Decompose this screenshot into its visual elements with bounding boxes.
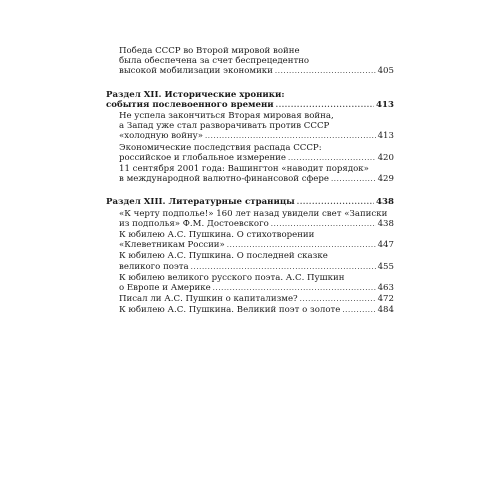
toc-entry-text: «холодную войну» (119, 131, 203, 142)
toc-entry-text: К юбилею великого русского поэта. А.С. Пушкин (119, 272, 345, 283)
toc-line (106, 90, 394, 100)
toc-line (119, 294, 394, 304)
toc-line (119, 273, 394, 283)
toc-entry-text: из подполья» Ф.М. Достоевского (119, 218, 269, 229)
toc-line (119, 46, 394, 56)
page-number: 472 (377, 294, 394, 305)
page-number: 455 (377, 261, 394, 272)
section-title-text: события послевоенного времени (106, 99, 274, 110)
toc-entry-text: российское и глобальное измерение (119, 152, 286, 163)
page-number: 463 (377, 283, 394, 294)
toc-line (119, 164, 394, 174)
dot-leader (227, 240, 376, 250)
toc-entry-text: К юбилею А.С. Пушкина. Великий поэт о золоте (119, 305, 341, 316)
section-heading (106, 90, 394, 110)
dot-leader (288, 153, 376, 163)
page-number: 420 (377, 152, 394, 163)
toc-entry (106, 294, 394, 304)
toc-line (119, 219, 394, 229)
toc-entry-text: Писал ли А.С. Пушкин о капитализме? (119, 294, 298, 305)
toc-entry-text: К юбилею А.С. Пушкина. О последней сказке (119, 251, 328, 262)
toc-entry (106, 164, 394, 184)
toc-line (119, 66, 394, 76)
dot-leader (342, 305, 375, 315)
toc-entry (106, 143, 394, 163)
toc-entry-text: о Европе и Америке (119, 283, 211, 294)
toc-entry (106, 230, 394, 250)
toc-line (119, 262, 394, 272)
dot-leader (276, 100, 374, 110)
dot-leader (213, 283, 376, 293)
toc-entry (106, 251, 394, 271)
toc-line (119, 251, 394, 261)
page-number: 484 (377, 305, 394, 316)
toc-entry (106, 111, 394, 142)
toc-entry (106, 46, 394, 77)
toc-entry-text: а Запад уже стал разворачивать против СССР (119, 121, 330, 132)
toc-line (119, 143, 394, 153)
page-number: 413 (376, 99, 394, 110)
dot-leader (205, 131, 376, 141)
page-number: 447 (377, 240, 394, 251)
toc-entry-text: Не успела закончиться Вторая мировая война, (119, 111, 334, 122)
toc-entry-text: в международной валютно-финансовой сфере (119, 174, 329, 185)
page-number: 438 (376, 197, 394, 208)
toc-line (119, 230, 394, 240)
dot-leader (297, 197, 374, 207)
toc-section-xiii (106, 197, 394, 315)
toc-entry (106, 305, 394, 315)
section-entries (106, 209, 394, 316)
toc-line (119, 111, 394, 121)
toc-line (119, 121, 394, 131)
toc-entry-text: высокой мобилизации экономики (119, 66, 273, 77)
toc-section-xii (106, 90, 394, 185)
toc-line (119, 56, 394, 66)
toc-entry-text: была обеспечена за счет беспрецедентно (119, 56, 310, 67)
page-number: 413 (377, 131, 394, 142)
toc-entry-text: «К черту подполье!» 160 лет назад увидели свет «Записки (119, 208, 388, 219)
table-of-contents (106, 46, 394, 316)
toc-entry-text: Победа СССР во Второй мировой войне (119, 46, 300, 56)
toc-line (119, 209, 394, 219)
dot-leader (331, 174, 376, 184)
toc-entry-text: 11 сентября 2001 года: Вашингтон «наводит порядок» (119, 164, 369, 175)
toc-line (106, 197, 394, 207)
toc-entry-text: К юбилею А.С. Пушкина. О стихотворении (119, 230, 315, 241)
toc-line (119, 174, 394, 184)
section-entries (106, 111, 394, 184)
dot-leader (271, 219, 376, 229)
page-number: 405 (377, 66, 394, 77)
toc-line (106, 100, 394, 110)
toc-line (119, 283, 394, 293)
toc-entry-text: «Клеветникам России» (119, 240, 225, 251)
section-heading (106, 197, 394, 207)
section-title-text: Раздел XII. Исторические хроники: (106, 89, 285, 100)
toc-line (119, 153, 394, 163)
toc-line (119, 305, 394, 315)
toc-entry-text: Экономические последствия распада СССР: (119, 142, 322, 153)
dot-leader (300, 294, 376, 304)
toc-entry-text: великого поэта (119, 261, 189, 272)
page-number: 429 (377, 174, 394, 185)
dot-leader (275, 66, 376, 76)
page-number: 438 (377, 218, 394, 229)
toc-entry (106, 273, 394, 293)
section-title-text: Раздел XIII. Литературные страницы (106, 197, 295, 208)
toc-line (119, 131, 394, 141)
toc-line (119, 240, 394, 250)
toc-entry (106, 209, 394, 229)
dot-leader (191, 262, 376, 272)
